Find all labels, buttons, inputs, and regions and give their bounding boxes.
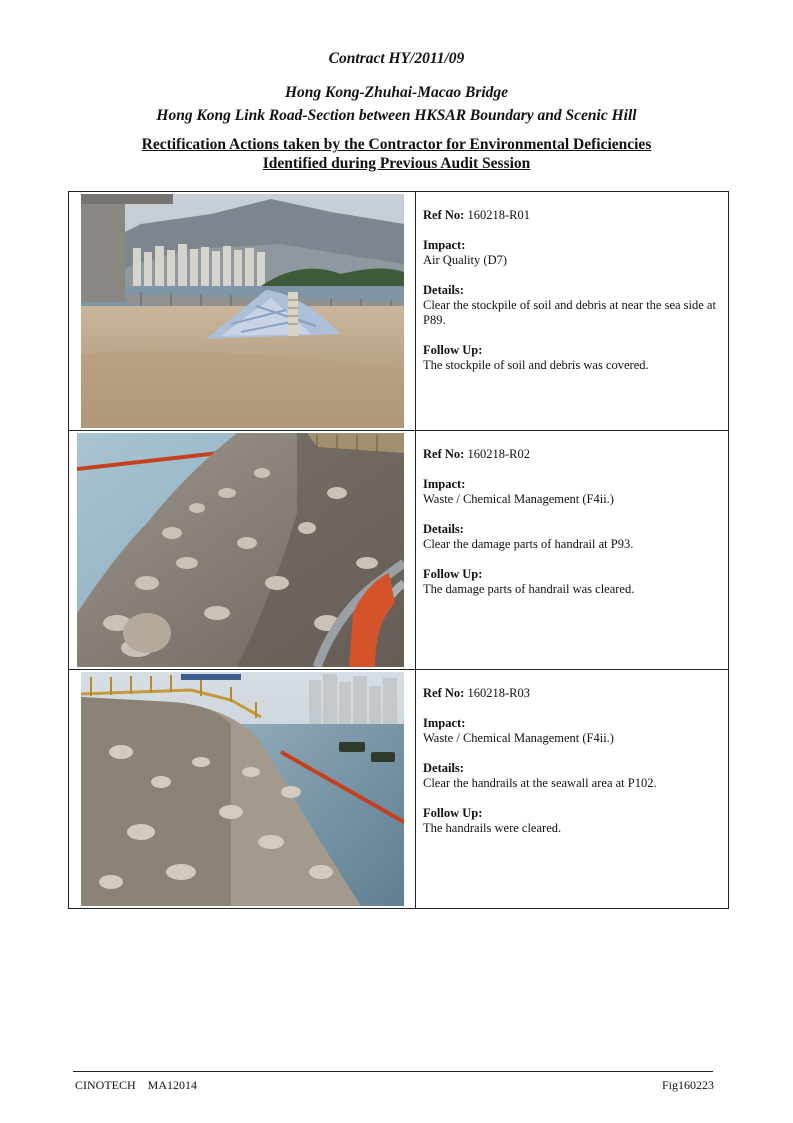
details-value: Clear the stockpile of soil and debris at near the sea side at P89. [423, 298, 716, 327]
section-heading-line1: Rectification Actions taken by the Contractor for Environmental Deficiencies [141, 136, 652, 153]
site-photo-seawall-handrails [81, 672, 404, 906]
impact-label: Impact: [423, 238, 466, 252]
details-cell [416, 670, 729, 909]
follow-up-block [423, 806, 722, 836]
photo-cell [69, 670, 416, 909]
contract-title: Contract HY/2011/09 [328, 50, 465, 67]
photo-cell [69, 192, 416, 431]
photo-cell [69, 431, 416, 670]
table-row [69, 670, 729, 909]
details-value: Clear the damage parts of handrail at P93. [423, 537, 634, 551]
details-block [423, 761, 722, 791]
footer-company-ref: CINOTECH MA12014 [75, 1078, 197, 1092]
ref-number: 160218-R03 [467, 686, 530, 700]
details-cell [416, 192, 729, 431]
details-block [423, 522, 722, 552]
follow-up-label: Follow Up: [423, 343, 483, 357]
follow-up-block [423, 343, 722, 373]
project-title-line2: Hong Kong Link Road-Section between HKSAR Boundary and Scenic Hill [156, 107, 637, 124]
details-cell [416, 431, 729, 670]
section-heading-line2: Identified during Previous Audit Session [262, 155, 531, 172]
footer-divider [73, 1071, 713, 1072]
ref-number: 160218-R01 [467, 208, 530, 222]
ref-line [423, 447, 722, 462]
impact-block [423, 238, 722, 268]
impact-block [423, 477, 722, 507]
follow-up-value: The stockpile of soil and debris was covered. [423, 358, 649, 372]
impact-label: Impact: [423, 716, 466, 730]
ref-label: Ref No: [423, 686, 465, 700]
details-label: Details: [423, 283, 464, 297]
ref-number: 160218-R02 [467, 447, 530, 461]
details-block [423, 283, 722, 328]
ref-line [423, 686, 722, 701]
impact-label: Impact: [423, 477, 466, 491]
site-photo-seawall-rocks [77, 433, 404, 667]
site-photo-stockpile [81, 194, 404, 428]
impact-value: Waste / Chemical Management (F4ii.) [423, 492, 614, 506]
table-row [69, 431, 729, 670]
impact-block [423, 716, 722, 746]
follow-up-value: The handrails were cleared. [423, 821, 562, 835]
details-label: Details: [423, 522, 464, 536]
details-value: Clear the handrails at the seawall area at P102. [423, 776, 657, 790]
project-title-line1: Hong Kong-Zhuhai-Macao Bridge [284, 84, 509, 101]
ref-label: Ref No: [423, 447, 465, 461]
details-label: Details: [423, 761, 464, 775]
follow-up-label: Follow Up: [423, 806, 483, 820]
table-row [69, 192, 729, 431]
follow-up-value: The damage parts of handrail was cleared. [423, 582, 635, 596]
ref-label: Ref No: [423, 208, 465, 222]
follow-up-block [423, 567, 722, 597]
impact-value: Air Quality (D7) [423, 253, 508, 267]
rectification-table [68, 191, 729, 909]
follow-up-label: Follow Up: [423, 567, 483, 581]
footer-figure-number: Fig160223 [661, 1078, 714, 1092]
ref-line [423, 208, 722, 223]
impact-value: Waste / Chemical Management (F4ii.) [423, 731, 614, 745]
